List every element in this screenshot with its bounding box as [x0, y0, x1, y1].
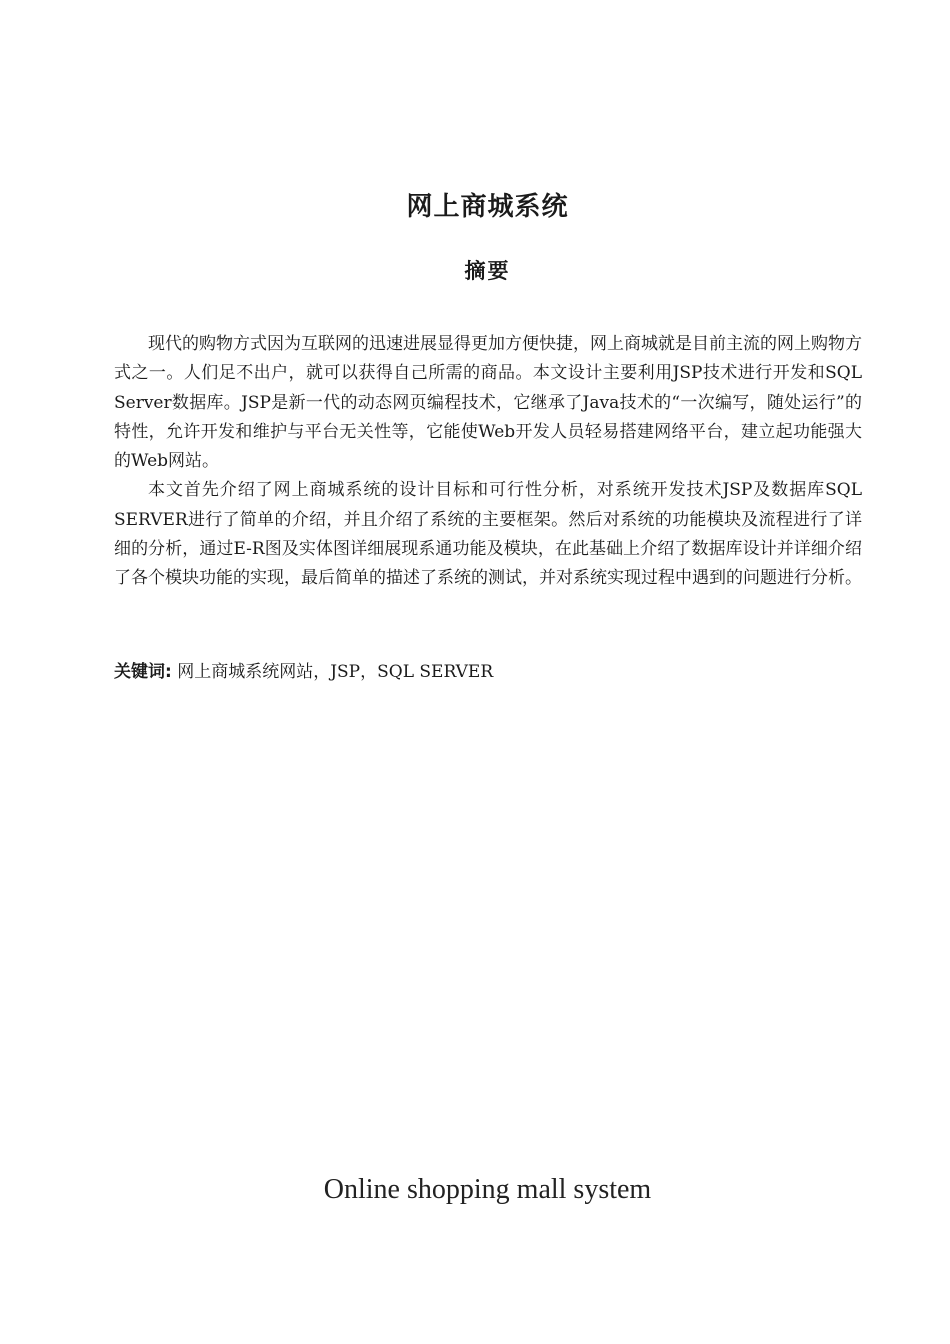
- keywords-label: 关键词:: [114, 662, 172, 682]
- keywords-line: [114, 658, 862, 686]
- english-title: Online shopping mall system: [323, 1174, 652, 1205]
- keywords-value: 网上商城系统网站，JSP，SQL SERVER: [177, 662, 494, 682]
- abstract-heading: 摘要: [464, 259, 511, 283]
- paper-title: 网上商城系统: [406, 192, 569, 222]
- abstract-body: [114, 330, 862, 594]
- abstract-paragraph-2: 本文首先介绍了网上商城系统的设计目标和可行性分析，对系统开发技术JSP及数据库SQL SERVER进行了简单的介绍，并且介绍了系统的主要框架。然后对系统的功能模块及流程进行了详细的分析，通过E-R图及实体图详细展现系通功能及模块，在此基础上介绍了数据库设计并详细介绍了各个模块功能的实现，最后简单的描述了系统的测试，并对系统实现过程中遇到的问题进行分析。: [114, 480, 862, 589]
- abstract-paragraph-1: 现代的购物方式因为互联网的迅速进展显得更加方便快捷，网上商城就是目前主流的网上购物方式之一。人们足不出户，就可以获得自己所需的商品。本文设计主要利用JSP技术进行开发和SQL Server数据库。JSP是新一代的动态网页编程技术，它继承了Java技术的“一次编写，随处运行”的特性，允许开发和维护与平台无关性等，它能使Web开发人员轻易搭建网络平台，建立起功能强大的Web网站。: [114, 334, 862, 472]
